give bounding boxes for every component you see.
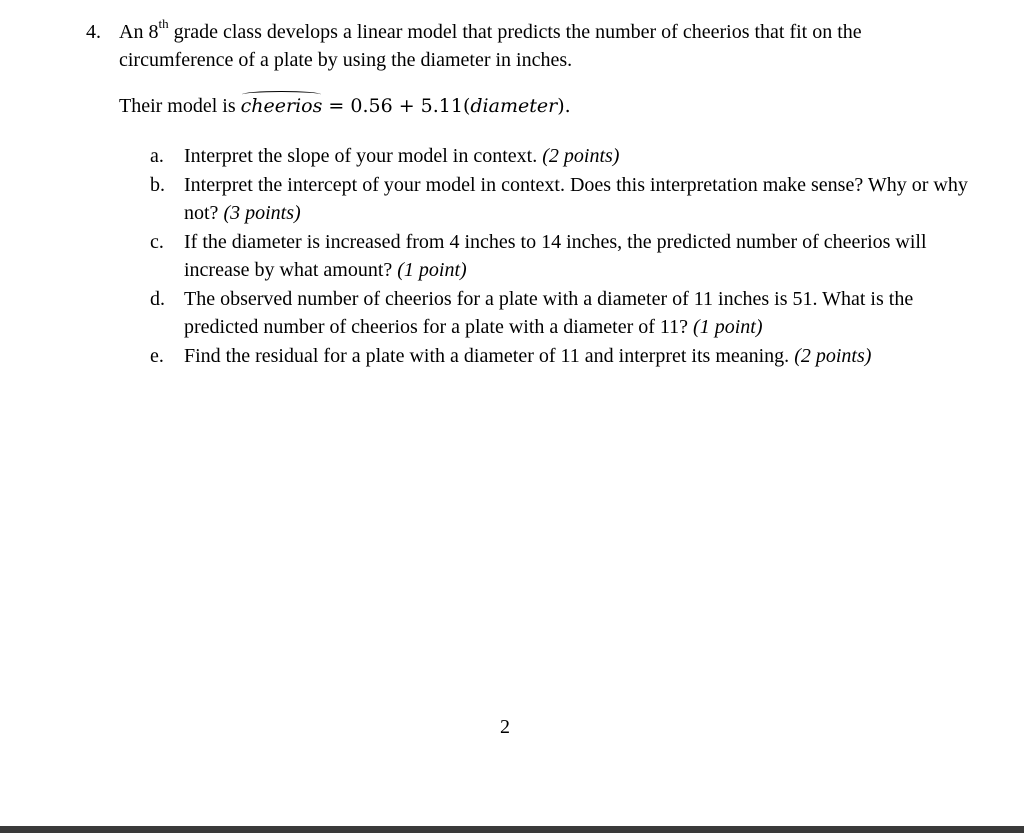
ordinal-suffix: th: [158, 16, 169, 32]
question-part-a: [150, 142, 970, 171]
stem-text-start: An 8: [119, 21, 159, 43]
model-prefix: Their model is: [119, 95, 241, 117]
part-label: e.: [150, 344, 164, 367]
part-label: c.: [150, 230, 164, 253]
part-label: b.: [150, 173, 165, 196]
question-part-d: [150, 285, 970, 342]
part-text: Interpret the intercept of your model in context. Does this interpretation make sense? Why or why not?: [184, 173, 968, 224]
model-close: ).: [557, 95, 571, 117]
question-parts: [150, 142, 970, 370]
part-points: (1 point): [693, 316, 763, 338]
question-part-e: [150, 342, 970, 371]
part-points: (2 points): [794, 344, 872, 367]
stem-text-rest: grade class develops a linear model that predicts the number of cheerios that fit on the circumference of a plate by using the diameter in inches.: [119, 21, 862, 71]
predicted-response: cheerios: [241, 92, 323, 120]
part-text: If the diameter is increased from 4 inches to 14 inches, the predicted number of cheerios will increase by what amount?: [184, 230, 927, 281]
page-number: 2: [500, 716, 510, 738]
model-formula: [241, 95, 571, 117]
question-part-b: [150, 171, 970, 228]
part-points: (1 point): [397, 259, 467, 281]
part-text: Find the residual for a plate with a diameter of 11 and interpret its meaning.: [184, 344, 795, 367]
part-label: a.: [150, 145, 164, 167]
part-points: (2 points): [542, 145, 620, 167]
question-part-c: [150, 228, 970, 285]
question-number: 4.: [86, 21, 101, 43]
part-points: (3 points): [223, 202, 301, 224]
model-coefficients: = 0.56 + 5.11(: [322, 95, 471, 117]
part-label: d.: [150, 287, 165, 310]
model-equation: [119, 92, 571, 120]
model-variable: diameter: [470, 95, 558, 117]
bottom-scroll-divider: [0, 826, 1024, 833]
question-stem: [119, 18, 979, 74]
part-text: The observed number of cheerios for a plate with a diameter of 11 inches is 51. What is the predicted number of cheerios for a plate with a diameter of 11?: [184, 287, 914, 338]
part-text: Interpret the slope of your model in context.: [184, 145, 543, 167]
